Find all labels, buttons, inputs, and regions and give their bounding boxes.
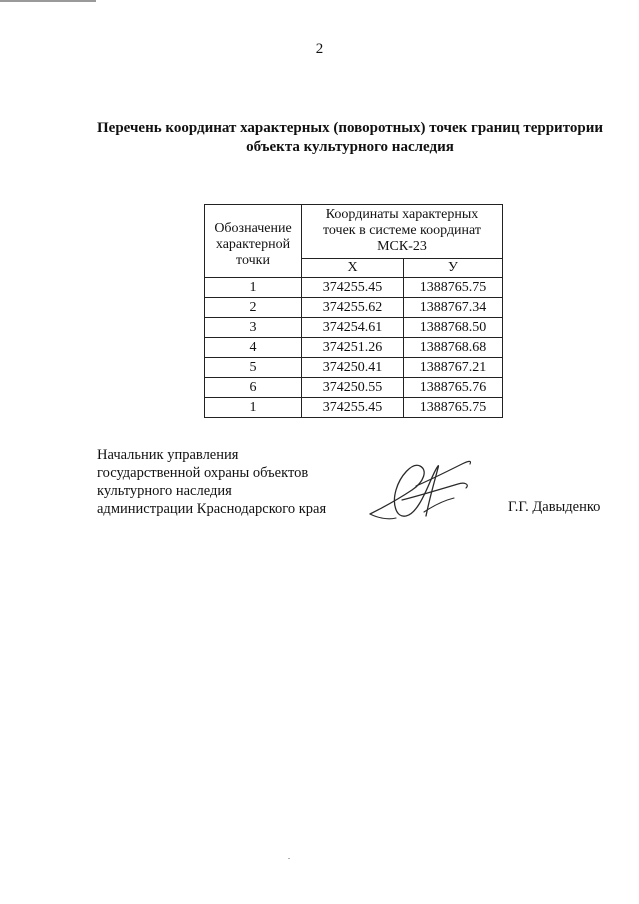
cell-x: 374255.62: [302, 298, 404, 318]
signer-position-line: культурного наследия: [97, 483, 232, 499]
cell-y: 1388768.68: [404, 338, 503, 358]
table-row: [205, 318, 503, 338]
cell-y: 1388767.34: [404, 298, 503, 318]
column-header-point: [205, 205, 302, 278]
cell-x: 374255.45: [302, 278, 404, 298]
column-header-y: У: [404, 258, 503, 277]
document-title-line-1: Перечень координат характерных (поворотных) точек границ территории: [97, 120, 603, 136]
page-number: 2: [315, 41, 324, 57]
column-header-x: X: [302, 258, 404, 277]
column-header-point-line: точки: [236, 253, 270, 268]
signer-position-line: государственной охраны объектов: [97, 465, 309, 481]
cell-point: 3: [205, 318, 302, 338]
cell-point: 1: [205, 278, 302, 298]
scan-corner-line: [0, 0, 96, 2]
cell-point: 4: [205, 338, 302, 358]
cell-point: 2: [205, 298, 302, 318]
column-header-coordinates-line: точек в системе координат: [322, 223, 482, 239]
table-row: [205, 298, 503, 318]
cell-y: 1388765.76: [404, 378, 503, 398]
cell-y: 1388767.21: [404, 358, 503, 378]
column-header-coordinates: [302, 205, 503, 259]
table-row: [205, 358, 503, 378]
cell-y: 1388765.75: [404, 278, 503, 298]
cell-x: 374254.61: [302, 318, 404, 338]
signer-name: Г.Г. Давыденко: [508, 499, 601, 515]
cell-y: 1388765.75: [404, 398, 503, 418]
cell-point: 5: [205, 358, 302, 378]
column-header-coordinates-line: Координаты характерных: [325, 207, 479, 223]
cell-point: 1: [205, 398, 302, 418]
cell-x: 374251.26: [302, 338, 404, 358]
scan-mark: [288, 858, 290, 859]
table-row: [205, 398, 503, 418]
signer-position-line: администрации Краснодарского края: [97, 501, 327, 517]
coordinates-table: [204, 204, 503, 418]
cell-x: 374255.45: [302, 398, 404, 418]
cell-x: 374250.41: [302, 358, 404, 378]
signer-position-line: Начальник управления: [97, 447, 239, 463]
table-row: [205, 378, 503, 398]
cell-y: 1388768.50: [404, 318, 503, 338]
cell-point: 6: [205, 378, 302, 398]
table-row: [205, 338, 503, 358]
cell-x: 374250.55: [302, 378, 404, 398]
document-title: [60, 119, 639, 157]
column-header-coordinates-line: МСК-23: [377, 239, 427, 255]
column-header-point-line: Обозначение: [214, 221, 292, 236]
signer-position: [97, 446, 326, 518]
column-header-point-line: характерной: [215, 237, 291, 252]
handwritten-signature: [366, 456, 478, 528]
table-row: [205, 278, 503, 298]
document-title-line-2: объекта культурного наследия: [246, 139, 454, 155]
